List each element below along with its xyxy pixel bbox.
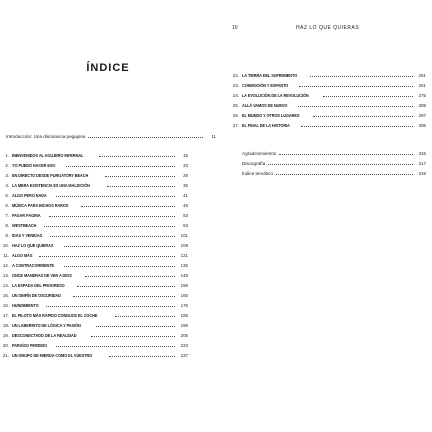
chapter-number: 12. [2,263,9,268]
chapter-title: PASAR PÁGINA [12,213,41,218]
dot-leader [105,172,175,177]
toc-entry [230,92,426,98]
chapter-page: 297 [418,113,426,118]
dot-leader [99,152,175,157]
chapter-title: WESTBEACH [12,223,37,228]
chapter-page: 49 [183,203,188,208]
dot-leader [44,222,175,227]
chapter-number: 19. [2,333,9,338]
toc-entry [230,72,426,78]
chapter-title: A CONTRACORRIENTE [12,263,55,268]
toc-entry [230,102,426,108]
toc-entry [242,150,426,156]
dot-leader [50,232,175,237]
toc-entry [0,322,188,328]
chapter-number: 7. [5,213,9,218]
toc-entry [0,252,188,258]
chapter-page: 53 [183,213,188,218]
chapter-title: LA MERA EXISTENCIA ES UNA MALDICIÓN [12,183,90,188]
chapter-title: BIENVENIDOS AL AGUJERO INFERNAL [12,153,84,158]
chapter-page: 101 [180,233,188,238]
toc-entry [0,282,188,288]
chapter-page: 185 [180,313,188,318]
toc-entry [0,182,188,188]
right-page [216,0,432,432]
chapter-title: LA ESPADA DEL PROGRESO [12,283,65,288]
toc-entry [242,160,426,166]
chapter-title: ALGO PERO NADA [12,193,47,198]
dot-leader [115,312,175,317]
dot-leader [39,252,175,257]
intro-label: Introducción: Una disonancia pegajosa [6,134,86,139]
dot-leader [96,322,175,327]
toc-entry [0,262,188,268]
toc-entry [230,82,426,88]
dot-leader [85,272,175,277]
chapter-number: 27. [232,123,239,128]
index-title: ÍNDICE [86,62,130,74]
chapter-page: 175 [180,303,188,308]
backmatter-title: Índice temático [242,171,273,176]
running-title: HAZ LO QUE QUIERAS [296,25,360,31]
chapter-number: 1. [5,153,9,158]
dot-leader [46,302,175,307]
chapter-number: 11. [3,253,9,258]
dot-leader [64,242,175,247]
chapter-page: 35 [183,183,188,188]
chapter-title: CONMOCIÓN Y ESPANTO [242,83,289,88]
chapter-page: 165 [180,293,188,298]
backmatter-page: 319 [418,171,426,176]
chapter-title: DESCONECTADO DE LA REALIDAD [12,333,77,338]
chapter-title: LA EVOLUCIÓN DE LA REVOLUCIÓN [242,93,309,98]
chapter-number: 18. [2,323,9,328]
intro-page: 11 [211,134,216,139]
intro-entry [6,133,216,139]
backmatter-page: 317 [418,161,426,166]
chapter-page: 261 [418,83,426,88]
chapter-page: 41 [183,193,188,198]
toc-entry [0,172,188,178]
toc-entry [0,202,188,208]
toc-entry [0,272,188,278]
chapter-number: 13. [2,273,9,278]
chapter-title: IDAS Y VENIDAS [12,233,43,238]
chapter-title: ALGO MÁS [12,253,33,258]
chapter-title: ALLÁ VAMOS DE NUEVO [242,103,288,108]
chapter-number: 20. [2,343,9,348]
chapter-number: 4. [5,183,9,188]
chapter-number: 22. [232,73,239,78]
dot-leader [279,150,413,155]
toc-entry [230,122,426,128]
chapter-title: PARAÍSO PERDIDO [12,343,48,348]
dot-leader [323,92,413,97]
dot-leader [81,202,175,207]
dot-leader [313,112,413,117]
toc-entry [0,162,188,168]
chapter-number: 6. [5,203,9,208]
chapter-title: YO PUEDO HACER ESO [12,163,56,168]
chapter-page: 121 [180,253,188,258]
chapter-page: 305 [418,123,426,128]
chapter-page: 223 [180,343,188,348]
chapter-number: 14. [2,283,9,288]
dot-leader [56,192,175,197]
chapter-title: UN SINFÍN DE OSCURIDAD [12,293,61,298]
chapter-page: 135 [180,263,188,268]
chapter-number: 17. [2,313,9,318]
chapter-page: 237 [180,353,188,358]
chapter-page: 23 [183,163,188,168]
chapter-number: 2. [5,163,9,168]
toc-entry [0,312,188,318]
chapter-title: EN DIRECTO DESDE PURGATORY BEACH [12,173,89,178]
chapter-title: EL MUNDO Y OTROS LUGARES [242,113,300,118]
dot-leader [91,332,175,337]
dot-leader [109,352,175,357]
chapter-page: 149 [180,273,188,278]
backmatter-title: Discografía [242,161,266,166]
toc-entry [0,222,188,228]
dot-leader [88,133,203,138]
chapter-number: 3. [5,173,9,178]
dot-leader [56,342,175,347]
dot-leader [310,72,413,77]
chapter-number: 25. [232,103,239,108]
backmatter-title: Agradecimientos [242,151,277,156]
chapter-title: HUNDIMIENTO [12,303,39,308]
chapter-title: ONCE MANERAS DE VER A DIOS [12,273,72,278]
chapter-title: MÚSICA PARA BICHOS RAROS [12,203,69,208]
dot-leader [77,282,175,287]
chapter-page: 195 [180,323,188,328]
chapter-title: EL FINAL DE LA HISTORIA [242,123,290,128]
toc-entry [0,342,188,348]
toc-entry [0,352,188,358]
toc-entry [0,302,188,308]
dot-leader [64,262,175,267]
toc-entry [242,170,426,176]
chapter-number: 23. [232,83,239,88]
dot-leader [66,162,175,167]
chapter-page: 251 [418,73,426,78]
chapter-page: 15 [183,153,188,158]
chapter-page: 63 [183,223,188,228]
dot-leader [268,160,413,165]
chapter-page: 289 [418,103,426,108]
dot-leader [49,212,175,217]
chapter-page: 275 [418,93,426,98]
chapter-number: 21. [2,353,9,358]
chapter-number: 15. [2,293,9,298]
chapter-page: 159 [180,283,188,288]
toc-entry [0,212,188,218]
chapter-title: UN LABERINTO DE LÓGICA Y PASIÓN [12,323,81,328]
toc-entry [230,112,426,118]
dot-leader [276,170,413,175]
chapter-page: 29 [183,173,188,178]
dot-leader [107,182,175,187]
toc-entry [0,292,188,298]
dot-leader [298,102,413,107]
chapter-title: EL PILOTO MÁS RÁPIDO CONDUCE EL COCHE [12,313,98,318]
toc-entry [0,192,188,198]
chapter-title: LA TIERRA DEL SUFRIMIENTO [242,73,298,78]
dot-leader [301,122,413,127]
dot-leader [73,292,175,297]
toc-entry [0,332,188,338]
chapter-number: 10. [2,243,9,248]
toc-entry [0,232,188,238]
chapter-number: 9. [5,233,9,238]
chapter-page: 109 [180,243,188,248]
chapter-number: 16. [2,303,9,308]
chapter-number: 26. [232,113,239,118]
chapter-number: 5. [5,193,9,198]
chapter-page: 205 [180,333,188,338]
dot-leader [299,82,413,87]
chapter-number: 8. [5,223,9,228]
backmatter-page: 315 [418,151,426,156]
page-number: 10 [232,25,238,31]
chapter-title: HAZ LO QUE QUIERAS [12,243,54,248]
toc-entry [0,242,188,248]
toc-entry [0,152,188,158]
chapter-number: 24. [232,93,239,98]
chapter-title: UN GRUPO DE MIERDA COMO EL VUESTRO [12,353,93,358]
